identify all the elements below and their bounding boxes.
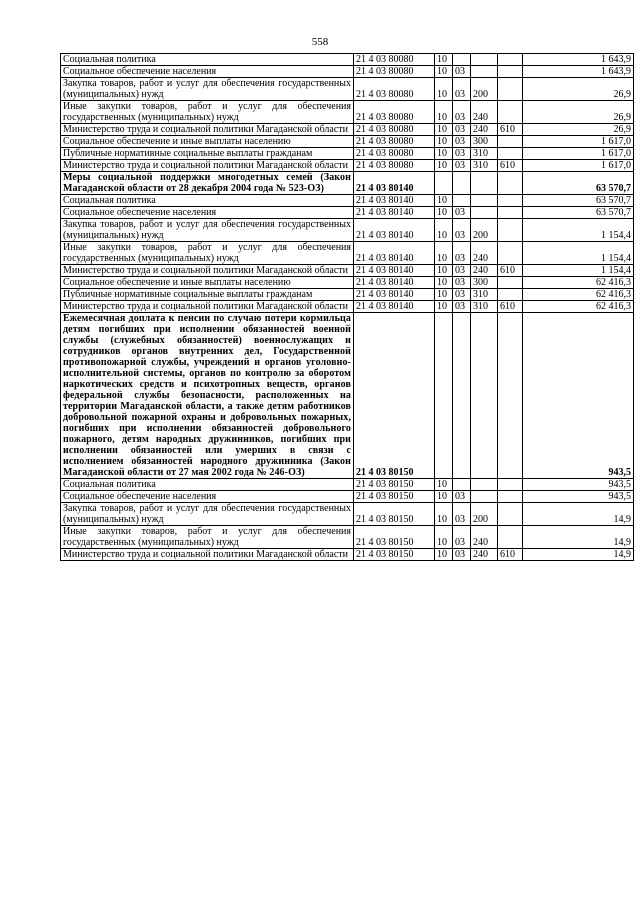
row-section-cell xyxy=(435,313,453,479)
row-code-cell: 21 4 03 80080 xyxy=(354,160,435,172)
row-section-cell: 10 xyxy=(435,148,453,160)
row-expense-type-cell: 310 xyxy=(471,289,498,301)
table-row xyxy=(61,277,634,289)
row-admin-code-cell xyxy=(498,503,523,526)
row-name-cell: Публичные нормативные социальные выплаты гражданам xyxy=(61,289,354,301)
row-admin-code-cell xyxy=(498,526,523,549)
row-code-cell: 21 4 03 80080 xyxy=(354,148,435,160)
row-subsection-cell: 03 xyxy=(453,289,471,301)
row-admin-code-cell xyxy=(498,491,523,503)
row-name-cell: Иные закупки товаров, работ и услуг для обеспечения государственных (муниципальных) нужд xyxy=(61,101,354,124)
row-amount-cell: 26,9 xyxy=(523,101,634,124)
table-row xyxy=(61,124,634,136)
row-name-cell: Закупка товаров, работ и услуг для обеспечения государственных (муниципальных) нужд xyxy=(61,219,354,242)
row-name-cell: Публичные нормативные социальные выплаты гражданам xyxy=(61,148,354,160)
row-code-cell: 21 4 03 80140 xyxy=(354,301,435,313)
row-admin-code-cell xyxy=(498,242,523,265)
row-admin-code-cell xyxy=(498,479,523,491)
row-expense-type-cell xyxy=(471,313,498,479)
row-amount-cell: 63 570,7 xyxy=(523,195,634,207)
row-expense-type-cell: 240 xyxy=(471,242,498,265)
row-expense-type-cell: 200 xyxy=(471,78,498,101)
row-name-cell: Закупка товаров, работ и услуг для обеспечения государственных (муниципальных) нужд xyxy=(61,78,354,101)
row-name-cell: Министерство труда и социальной политики Магаданской области xyxy=(61,124,354,136)
row-code-cell: 21 4 03 80080 xyxy=(354,101,435,124)
row-admin-code-cell: 610 xyxy=(498,124,523,136)
row-section-cell: 10 xyxy=(435,526,453,549)
row-admin-code-cell xyxy=(498,195,523,207)
row-subsection-cell xyxy=(453,54,471,66)
row-amount-cell: 1 617,0 xyxy=(523,148,634,160)
row-admin-code-cell: 610 xyxy=(498,549,523,561)
row-code-cell: 21 4 03 80080 xyxy=(354,78,435,101)
row-code-cell: 21 4 03 80140 xyxy=(354,195,435,207)
row-expense-type-cell: 310 xyxy=(471,148,498,160)
row-amount-cell: 14,9 xyxy=(523,526,634,549)
row-amount-cell: 62 416,3 xyxy=(523,289,634,301)
row-subsection-cell: 03 xyxy=(453,265,471,277)
table-row xyxy=(61,78,634,101)
row-code-cell: 21 4 03 80080 xyxy=(354,54,435,66)
table-row xyxy=(61,207,634,219)
row-section-cell: 10 xyxy=(435,479,453,491)
row-amount-cell: 62 416,3 xyxy=(523,301,634,313)
table-row xyxy=(61,101,634,124)
row-amount-cell: 1 643,9 xyxy=(523,54,634,66)
table-row xyxy=(61,526,634,549)
table-row xyxy=(61,265,634,277)
row-section-cell: 10 xyxy=(435,207,453,219)
table-row xyxy=(61,66,634,78)
row-code-cell: 21 4 03 80150 xyxy=(354,491,435,503)
budget-table-body xyxy=(61,54,634,561)
row-section-cell xyxy=(435,172,453,195)
row-amount-cell: 1 643,9 xyxy=(523,66,634,78)
table-row xyxy=(61,549,634,561)
row-amount-cell: 1 154,4 xyxy=(523,219,634,242)
table-row xyxy=(61,491,634,503)
row-expense-type-cell: 240 xyxy=(471,265,498,277)
row-code-cell: 21 4 03 80140 xyxy=(354,172,435,195)
row-name-cell: Социальная политика xyxy=(61,54,354,66)
row-subsection-cell: 03 xyxy=(453,78,471,101)
row-code-cell: 21 4 03 80140 xyxy=(354,289,435,301)
row-amount-cell: 1 154,4 xyxy=(523,265,634,277)
row-expense-type-cell xyxy=(471,54,498,66)
row-expense-type-cell: 310 xyxy=(471,301,498,313)
row-amount-cell: 62 416,3 xyxy=(523,277,634,289)
row-amount-cell: 943,5 xyxy=(523,313,634,479)
row-subsection-cell: 03 xyxy=(453,503,471,526)
row-amount-cell: 26,9 xyxy=(523,124,634,136)
table-row xyxy=(61,503,634,526)
row-name-cell: Социальное обеспечение населения xyxy=(61,207,354,219)
row-amount-cell: 1 617,0 xyxy=(523,160,634,172)
row-section-cell: 10 xyxy=(435,549,453,561)
row-admin-code-cell xyxy=(498,172,523,195)
table-row xyxy=(61,242,634,265)
table-row xyxy=(61,289,634,301)
row-subsection-cell: 03 xyxy=(453,219,471,242)
row-name-cell: Ежемесячная доплата к пенсии по случаю потери кормильца детям погибших при исполнении обязанностей военной службы (служебных обязанностей) военнослужащих и сотрудников органов внутренних дел, Государственной противопожарной службы, учреждений и органов уголовно-исполнительной системы, органов по контролю за оборотом наркотических средств и психотропных веществ, органов федеральной службы безопасности, расположенных на территории Магаданской области, а также детям работников добровольной пожарной охраны и добровольных пожарных, погибших при исполнении обязанностей добровольного пожарного, детям народных дружинников, погибших при исполнении обязанностей или умерших в связи с исполнением обязанностей народного дружинника (Закон Магаданской области от 27 мая 2002 года № 246-ОЗ) xyxy=(61,313,354,479)
row-section-cell: 10 xyxy=(435,491,453,503)
row-code-cell: 21 4 03 80140 xyxy=(354,207,435,219)
row-amount-cell: 943,5 xyxy=(523,491,634,503)
row-admin-code-cell xyxy=(498,207,523,219)
row-subsection-cell xyxy=(453,313,471,479)
row-code-cell: 21 4 03 80150 xyxy=(354,549,435,561)
row-admin-code-cell: 610 xyxy=(498,160,523,172)
row-section-cell: 10 xyxy=(435,78,453,101)
row-section-cell: 10 xyxy=(435,289,453,301)
row-name-cell: Министерство труда и социальной политики Магаданской области xyxy=(61,160,354,172)
row-code-cell: 21 4 03 80080 xyxy=(354,136,435,148)
row-admin-code-cell xyxy=(498,54,523,66)
row-amount-cell: 26,9 xyxy=(523,78,634,101)
row-code-cell: 21 4 03 80150 xyxy=(354,313,435,479)
row-amount-cell: 14,9 xyxy=(523,503,634,526)
table-row xyxy=(61,313,634,479)
row-expense-type-cell: 310 xyxy=(471,160,498,172)
row-amount-cell: 943,5 xyxy=(523,479,634,491)
row-name-cell: Социальное обеспечение и иные выплаты населению xyxy=(61,277,354,289)
row-subsection-cell: 03 xyxy=(453,526,471,549)
row-expense-type-cell: 300 xyxy=(471,277,498,289)
row-expense-type-cell: 240 xyxy=(471,124,498,136)
row-name-cell: Министерство труда и социальной политики Магаданской области xyxy=(61,265,354,277)
row-subsection-cell xyxy=(453,172,471,195)
row-subsection-cell: 03 xyxy=(453,549,471,561)
row-section-cell: 10 xyxy=(435,301,453,313)
row-subsection-cell: 03 xyxy=(453,301,471,313)
row-admin-code-cell: 610 xyxy=(498,265,523,277)
row-section-cell: 10 xyxy=(435,124,453,136)
row-section-cell: 10 xyxy=(435,219,453,242)
row-amount-cell: 1 154,4 xyxy=(523,242,634,265)
row-name-cell: Иные закупки товаров, работ и услуг для обеспечения государственных (муниципальных) нужд xyxy=(61,526,354,549)
row-subsection-cell: 03 xyxy=(453,207,471,219)
row-admin-code-cell xyxy=(498,219,523,242)
table-row xyxy=(61,54,634,66)
row-section-cell: 10 xyxy=(435,277,453,289)
row-expense-type-cell xyxy=(471,172,498,195)
row-admin-code-cell xyxy=(498,148,523,160)
row-subsection-cell: 03 xyxy=(453,242,471,265)
row-code-cell: 21 4 03 80140 xyxy=(354,277,435,289)
row-code-cell: 21 4 03 80140 xyxy=(354,265,435,277)
row-section-cell: 10 xyxy=(435,54,453,66)
budget-table xyxy=(60,53,634,561)
row-name-cell: Социальное обеспечение населения xyxy=(61,491,354,503)
table-row xyxy=(61,219,634,242)
row-section-cell: 10 xyxy=(435,136,453,148)
row-code-cell: 21 4 03 80140 xyxy=(354,242,435,265)
row-code-cell: 21 4 03 80080 xyxy=(354,124,435,136)
table-row xyxy=(61,195,634,207)
row-expense-type-cell: 200 xyxy=(471,503,498,526)
row-admin-code-cell xyxy=(498,78,523,101)
table-row xyxy=(61,148,634,160)
row-code-cell: 21 4 03 80150 xyxy=(354,503,435,526)
row-admin-code-cell xyxy=(498,66,523,78)
row-section-cell: 10 xyxy=(435,66,453,78)
table-row xyxy=(61,172,634,195)
row-admin-code-cell xyxy=(498,101,523,124)
row-subsection-cell: 03 xyxy=(453,124,471,136)
row-expense-type-cell: 240 xyxy=(471,101,498,124)
row-admin-code-cell xyxy=(498,313,523,479)
row-expense-type-cell xyxy=(471,207,498,219)
row-section-cell: 10 xyxy=(435,242,453,265)
row-expense-type-cell: 300 xyxy=(471,136,498,148)
table-row xyxy=(61,160,634,172)
page-number: 558 xyxy=(311,36,329,48)
row-amount-cell: 1 617,0 xyxy=(523,136,634,148)
row-amount-cell: 63 570,7 xyxy=(523,172,634,195)
row-amount-cell: 14,9 xyxy=(523,549,634,561)
row-section-cell: 10 xyxy=(435,503,453,526)
row-admin-code-cell xyxy=(498,277,523,289)
row-name-cell: Министерство труда и социальной политики Магаданской области xyxy=(61,301,354,313)
row-name-cell: Закупка товаров, работ и услуг для обеспечения государственных (муниципальных) нужд xyxy=(61,503,354,526)
row-section-cell: 10 xyxy=(435,195,453,207)
row-admin-code-cell xyxy=(498,136,523,148)
row-name-cell: Социальная политика xyxy=(61,195,354,207)
row-section-cell: 10 xyxy=(435,101,453,124)
row-expense-type-cell xyxy=(471,491,498,503)
row-subsection-cell: 03 xyxy=(453,491,471,503)
row-subsection-cell: 03 xyxy=(453,277,471,289)
row-name-cell: Социальное обеспечение и иные выплаты населению xyxy=(61,136,354,148)
row-expense-type-cell xyxy=(471,66,498,78)
row-code-cell: 21 4 03 80080 xyxy=(354,66,435,78)
row-amount-cell: 63 570,7 xyxy=(523,207,634,219)
row-subsection-cell: 03 xyxy=(453,160,471,172)
row-expense-type-cell: 240 xyxy=(471,549,498,561)
row-name-cell: Министерство труда и социальной политики Магаданской области xyxy=(61,549,354,561)
table-row xyxy=(61,136,634,148)
row-name-cell: Социальное обеспечение населения xyxy=(61,66,354,78)
row-expense-type-cell: 200 xyxy=(471,219,498,242)
table-row xyxy=(61,301,634,313)
row-name-cell: Социальная политика xyxy=(61,479,354,491)
row-code-cell: 21 4 03 80150 xyxy=(354,479,435,491)
table-row xyxy=(61,479,634,491)
row-subsection-cell: 03 xyxy=(453,66,471,78)
row-subsection-cell: 03 xyxy=(453,136,471,148)
row-name-cell: Иные закупки товаров, работ и услуг для обеспечения государственных (муниципальных) нужд xyxy=(61,242,354,265)
row-subsection-cell: 03 xyxy=(453,101,471,124)
row-name-cell: Меры социальной поддержки многодетных семей (Закон Магаданской области от 28 декабря 2004 года № 523-ОЗ) xyxy=(61,172,354,195)
row-code-cell: 21 4 03 80140 xyxy=(354,219,435,242)
row-section-cell: 10 xyxy=(435,265,453,277)
row-expense-type-cell xyxy=(471,479,498,491)
row-subsection-cell: 03 xyxy=(453,148,471,160)
row-admin-code-cell xyxy=(498,289,523,301)
row-subsection-cell xyxy=(453,479,471,491)
row-subsection-cell xyxy=(453,195,471,207)
row-section-cell: 10 xyxy=(435,160,453,172)
row-expense-type-cell: 240 xyxy=(471,526,498,549)
row-expense-type-cell xyxy=(471,195,498,207)
row-code-cell: 21 4 03 80150 xyxy=(354,526,435,549)
row-admin-code-cell: 610 xyxy=(498,301,523,313)
